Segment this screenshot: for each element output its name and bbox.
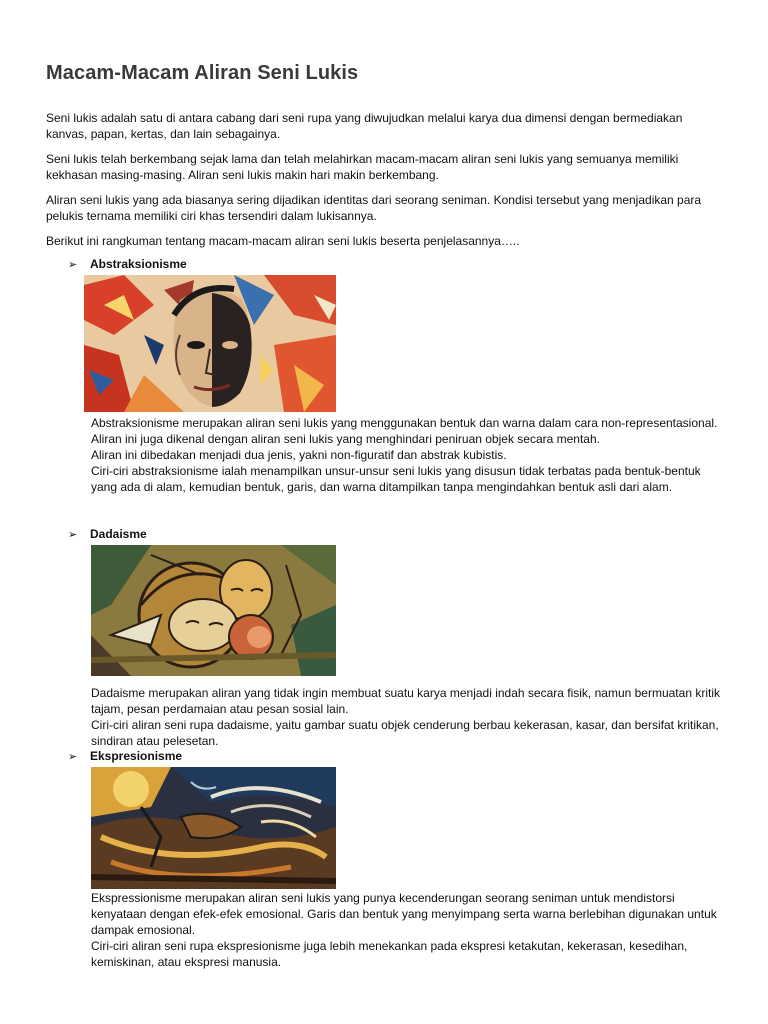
description-line: Ciri-ciri abstraksionisme ialah menampilkan unsur-unsur seni lukis yang disusun tidak terbatas pada bentuk-bentuk yang ada di alam, kemudian bentuk, garis, dan warna ditampilkan tanpa mengindahkan bentuk asli dari alam.: [91, 464, 701, 494]
ekspresionisme-painting: [91, 767, 336, 889]
intro-paragraph: Seni lukis telah berkembang sejak lama dan telah melahirkan macam-macam aliran seni lukis yang semuanya memiliki kekhasan masing-masing. Aliran seni lukis makin hari makin berkembang.: [46, 152, 679, 182]
page-title: Macam-Macam Aliran Seni Lukis: [46, 62, 359, 84]
intro-section: [46, 110, 726, 258]
section-heading-label: Dadaisme: [90, 527, 147, 541]
dadaisme-description: [91, 685, 721, 749]
intro-paragraph: Aliran seni lukis yang ada biasanya sering dijadikan identitas dari seorang seniman. Kondisi tersebut yang menjadikan para pelukis ternama memiliki ciri khas tersendiri dalam lukisannya.: [46, 193, 702, 223]
arrow-bullet-icon: ➢: [68, 259, 78, 271]
intro-paragraph: Berikut ini rangkuman tentang macam-macam aliran seni lukis beserta penjelasannya…..: [46, 234, 520, 248]
section-heading-ekspresionisme: [68, 748, 182, 764]
abstraksionisme-painting: [84, 275, 336, 412]
description-line: Abstraksionisme merupakan aliran seni lukis yang menggunakan bentuk dan warna dalam cara non-representasional. Aliran ini juga dikenal dengan aliran seni lukis yang menghindari peniruan objek secara mentah.: [91, 416, 718, 446]
abstraksionisme-description: [91, 415, 721, 495]
arrow-bullet-icon: ➢: [68, 751, 78, 763]
dadaisme-painting: [91, 545, 336, 676]
description-line: Ciri-ciri aliran seni rupa ekspresionisme juga lebih menekankan pada ekspresi ketakutan, kekerasan, kesedihan, kemiskinan, atau ekspresi manusia.: [91, 939, 688, 969]
description-line: Ekspressionisme merupakan aliran seni lukis yang punya kecenderungan seorang seniman untuk mendistorsi kenyataan dengan efek-efek emosional. Garis dan bentuk yang menyimpang serta warna berlebihan digunakan untuk dampak emosional.: [91, 891, 717, 937]
section-heading-label: Abstraksionisme: [90, 257, 187, 271]
description-line: Dadaisme merupakan aliran yang tidak ingin membuat suatu karya menjadi indah secara fisik, namun bermuatan kritik tajam, pesan perdamaian atau pesan sosial lain.: [91, 686, 720, 716]
section-heading-abstraksionisme: [68, 256, 187, 272]
section-heading-label: Ekspresionisme: [90, 749, 183, 763]
ekspresionisme-description: [91, 890, 721, 970]
description-line: Aliran ini dibedakan menjadi dua jenis, yakni non-figuratif dan abstrak kubistis.: [91, 448, 507, 462]
description-line: Ciri-ciri aliran seni rupa dadaisme, yaitu gambar suatu objek cenderung berbau kekerasan, kasar, dan bersifat kritikan, sindiran atau pelesetan.: [91, 718, 719, 748]
arrow-bullet-icon: ➢: [68, 529, 78, 541]
intro-paragraph: Seni lukis adalah satu di antara cabang dari seni rupa yang diwujudkan melalui karya dua dimensi dengan bermediakan kanvas, papan, kertas, dan lain sebagainya.: [46, 111, 683, 141]
section-heading-dadaisme: [68, 526, 147, 542]
